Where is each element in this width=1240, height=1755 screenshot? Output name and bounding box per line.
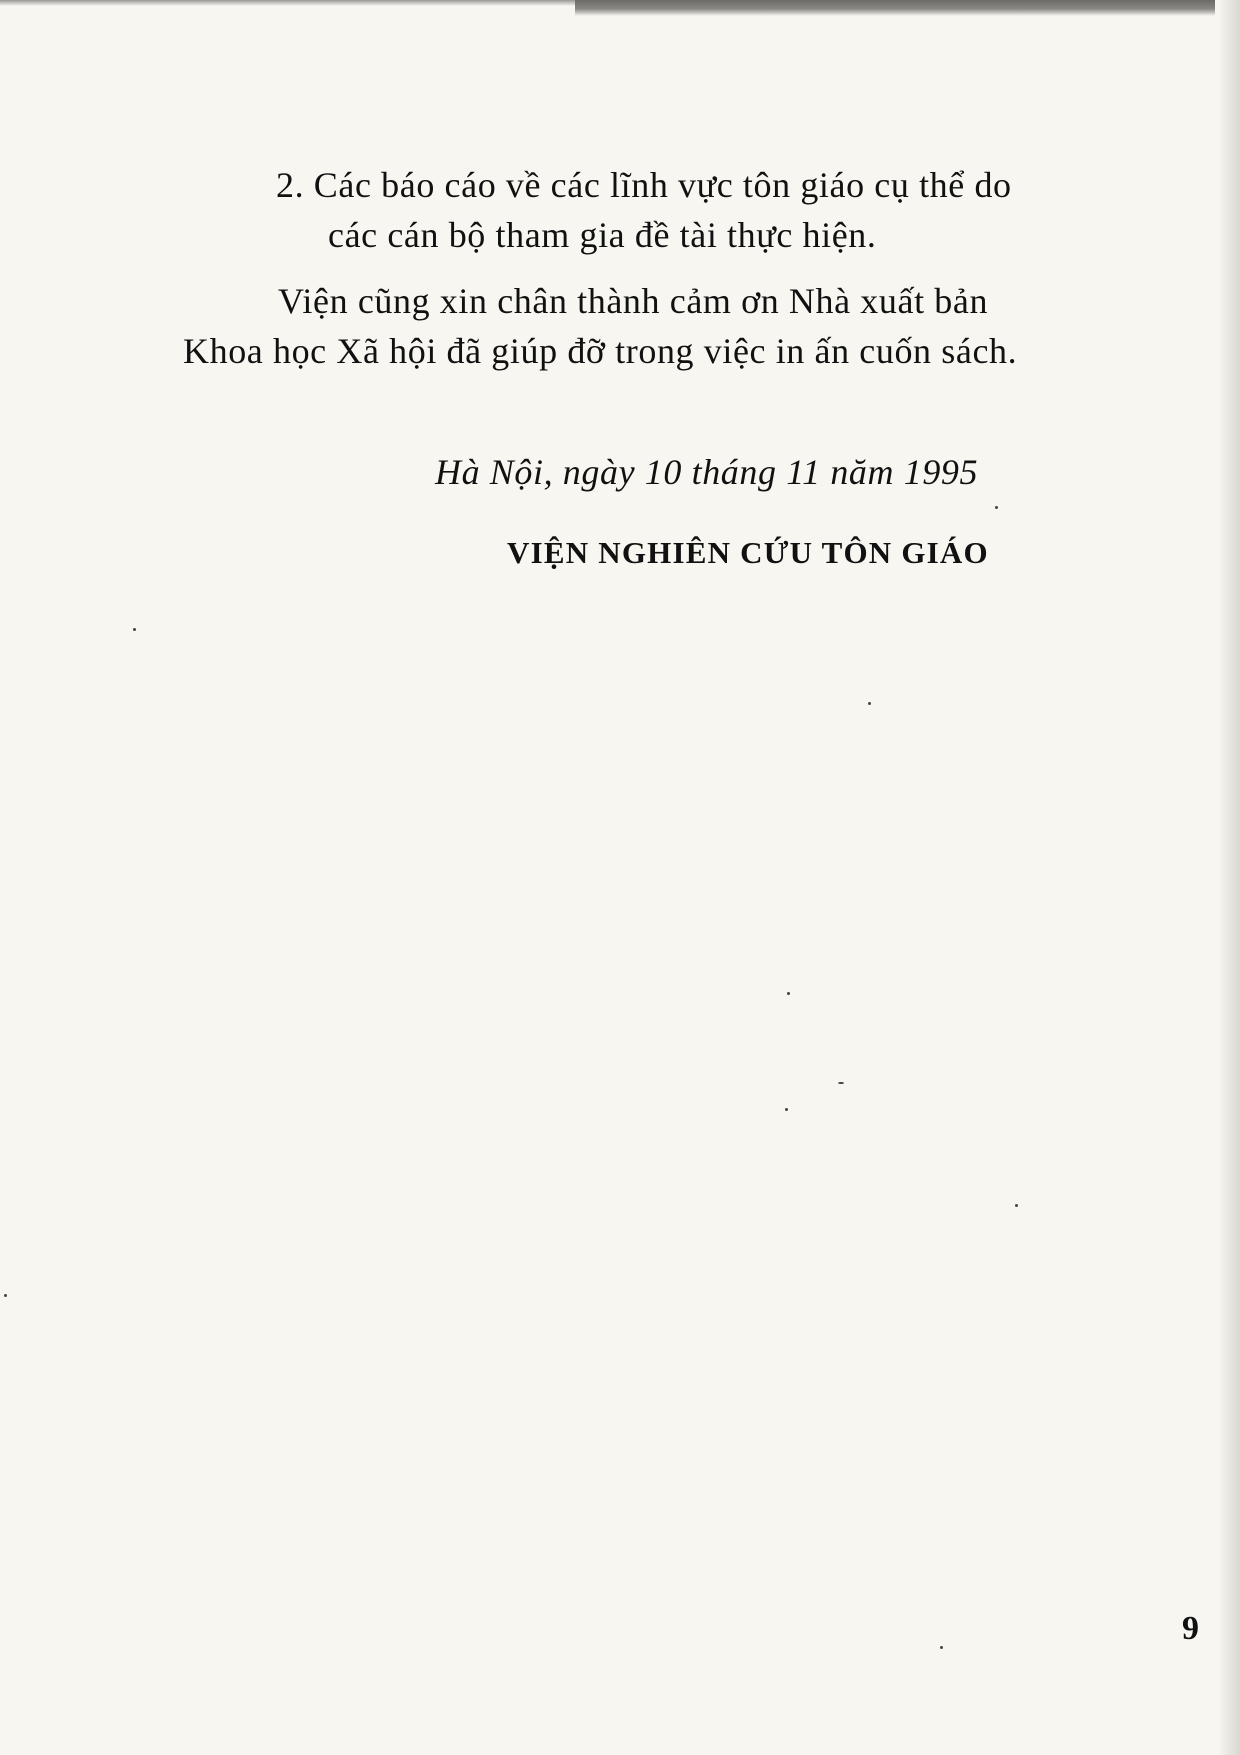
scan-speck	[787, 992, 790, 995]
list-item-2-line-1: 2. Các báo cáo về các lĩnh vực tôn giáo cụ thể do	[276, 165, 1012, 205]
scan-speck	[133, 628, 136, 631]
acknowledgement-line-1: Viện cũng xin chân thành cảm ơn Nhà xuất bản	[278, 281, 989, 321]
scan-speck	[940, 1646, 943, 1649]
scan-speck	[785, 1108, 788, 1111]
scan-speck	[995, 506, 998, 509]
page-number: 9	[1182, 1610, 1199, 1647]
scan-speck	[838, 1082, 844, 1084]
dateline: Hà Nội, ngày 10 tháng 11 năm 1995	[435, 452, 979, 492]
scan-speck	[868, 702, 871, 705]
scan-speck	[4, 1294, 7, 1297]
list-item-2-line-2: các cán bộ tham gia đề tài thực hiện.	[328, 215, 877, 255]
institute-signature: VIỆN NGHIÊN CỨU TÔN GIÁO	[507, 535, 989, 570]
scan-speck	[1015, 1204, 1018, 1207]
acknowledgement-line-2: Khoa học Xã hội đã giúp đỡ trong việc in ấn cuốn sách.	[183, 331, 1018, 371]
